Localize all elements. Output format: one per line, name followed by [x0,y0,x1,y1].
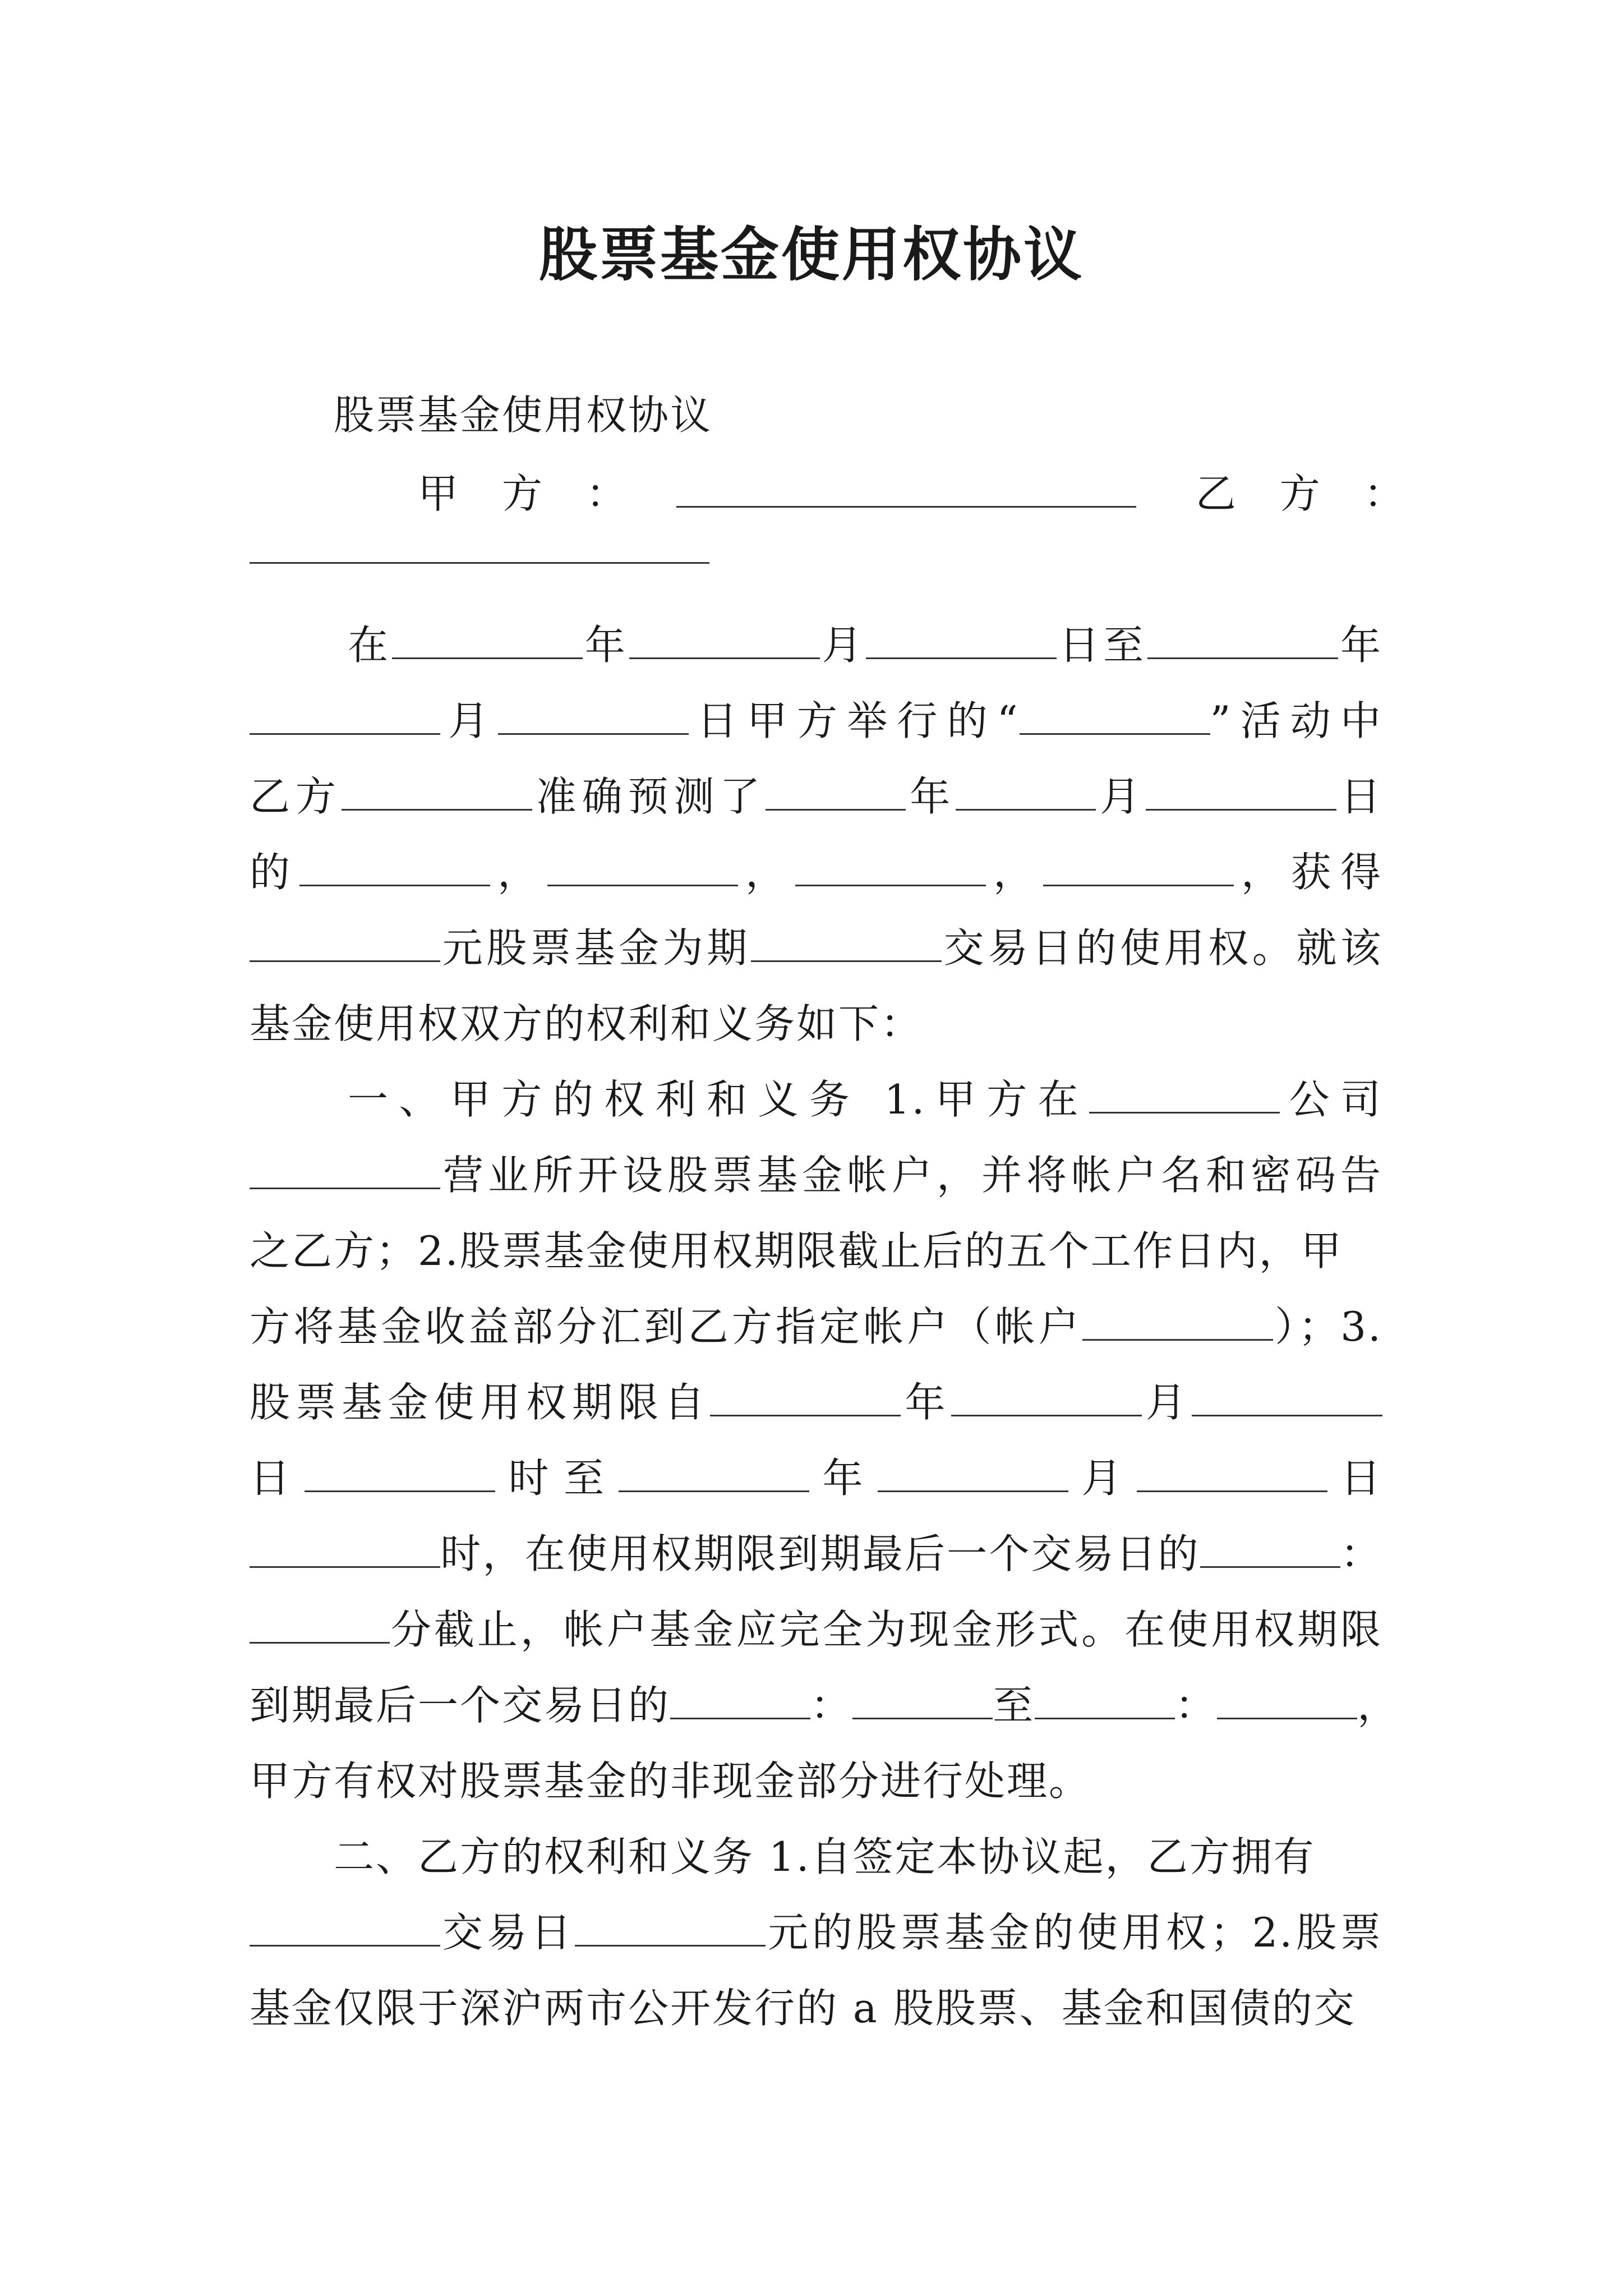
text: ）；3. [1272,1303,1382,1350]
blank [795,850,986,886]
text: 时，在使用权期限到期最后一个交易日的 [440,1530,1200,1577]
blank [250,1531,440,1568]
blank [878,1456,1068,1492]
blank [392,623,583,659]
text: ， [737,849,795,896]
text: ， [1357,1682,1400,1729]
blank [1035,1683,1175,1719]
text: 交易日 [440,1909,575,1956]
blank [1146,774,1336,811]
text: 日 [1327,1455,1382,1502]
text: 年 [901,1379,951,1426]
text: 公司 [1280,1076,1382,1123]
blank [1043,850,1234,886]
blank [1192,1380,1382,1416]
blank [866,623,1057,659]
party-a-blank [676,471,1136,508]
p1-line6: 基金使用权双方的权利和义务如下： [250,1000,923,1047]
s2-line3: 基金仅限于深沪两市公开发行的 a 股股票、基金和国债的交 [250,1985,1356,2032]
blank [1217,1683,1357,1719]
text: 元的股票基金的使用权；2.股票 [766,1909,1382,1956]
blank [250,698,440,735]
p1-line4 [250,844,1382,900]
blank [710,1380,901,1416]
blank [629,623,820,659]
s1-line8 [250,1602,1382,1658]
blank [305,1456,495,1492]
party-b-blank-line [250,522,1382,578]
text: 股票基金使用权期限自 [250,1379,711,1426]
blank [547,850,738,886]
blank [852,1683,993,1719]
text: ，获得 [1233,849,1382,896]
text: 乙方 [250,773,342,820]
blank [1082,1304,1273,1341]
text: 年 [1338,622,1382,669]
text: 日 [250,1455,305,1502]
text: 月 [1096,773,1146,820]
s1-line3: 之乙方；2.股票基金使用权期限截止后的五个工作日内，甲 [250,1227,1343,1274]
text: ”活动中 [1210,697,1382,744]
s1-line1 [348,1071,1382,1128]
s2-line2 [250,1904,1382,1961]
text: 月 [440,697,499,744]
blank [1089,1077,1280,1114]
blank [751,926,942,962]
blank [342,774,532,811]
text: 日甲方举行的“ [689,697,1020,744]
blank [575,1910,766,1947]
text: ： [1175,1682,1218,1729]
subtitle: 股票基金使用权协议 [334,392,713,439]
s2-line1: 二、乙方的权利和义务 1.自签定本协议起，乙方拥有 [334,1833,1316,1880]
blank [766,774,906,811]
text: ： [1340,1530,1382,1577]
blank [619,1456,809,1492]
text: 年 [582,622,629,669]
s1-line2 [250,1147,1382,1203]
text: 年 [906,773,956,820]
blank [250,926,440,962]
party-b-label: 乙 方 ： [1195,470,1406,517]
text: 月 [1068,1455,1137,1502]
p1-line3 [250,769,1382,825]
document-title: 股票基金使用权协议 [538,220,1084,289]
blank [498,698,689,735]
text: ： [810,1682,853,1729]
text: 元股票基金为期 [440,924,751,972]
text: ， [490,849,547,896]
text: 在 [348,622,392,669]
text: 到期最后一个交易日的 [250,1682,671,1729]
blank [951,1380,1142,1416]
text: 准确预测了 [532,773,766,820]
text: 日 [1336,773,1382,820]
s1-line10: 甲方有权对股票基金的非现金部分进行处理。 [250,1757,1091,1805]
blank [1147,623,1338,659]
blank [670,1683,810,1719]
s1-line9 [250,1677,1400,1733]
party-a-label: 甲 方 ： [418,470,629,517]
text: ， [985,849,1043,896]
text: 分截止，帐户基金应完全为现金形式。在使用权期限 [390,1606,1382,1653]
p1-line5 [250,920,1382,976]
text: 年 [809,1455,878,1502]
text: 时至 [495,1455,619,1502]
blank [299,850,490,886]
text: 月 [1141,1379,1192,1426]
blank [956,774,1096,811]
text: 交易日的使用权。就该 [941,924,1382,972]
p1-line2 [250,693,1382,749]
p1-line1 [348,617,1382,673]
blank [250,1153,440,1189]
text: 方将基金收益部分汇到乙方指定帐户（帐户 [250,1303,1082,1350]
s1-line6 [250,1450,1382,1506]
party-b-blank [250,527,709,564]
blank [1200,1531,1340,1568]
text: 的 [250,849,299,896]
text: 月 [819,622,866,669]
blank [1020,698,1210,735]
blank [1137,1456,1327,1492]
s1-line7 [250,1526,1382,1582]
text: 营业所开设股票基金帐户，并将帐户名和密码告 [440,1152,1382,1199]
text: 至 [993,1682,1035,1729]
s1-line5 [250,1374,1382,1430]
s1-line4 [250,1299,1382,1355]
blank [250,1607,390,1644]
parties-line [418,466,1406,522]
text: 日至 [1057,622,1148,669]
blank [250,1910,440,1947]
text: 一、甲方的权利和义务 1.甲方在 [348,1076,1090,1123]
